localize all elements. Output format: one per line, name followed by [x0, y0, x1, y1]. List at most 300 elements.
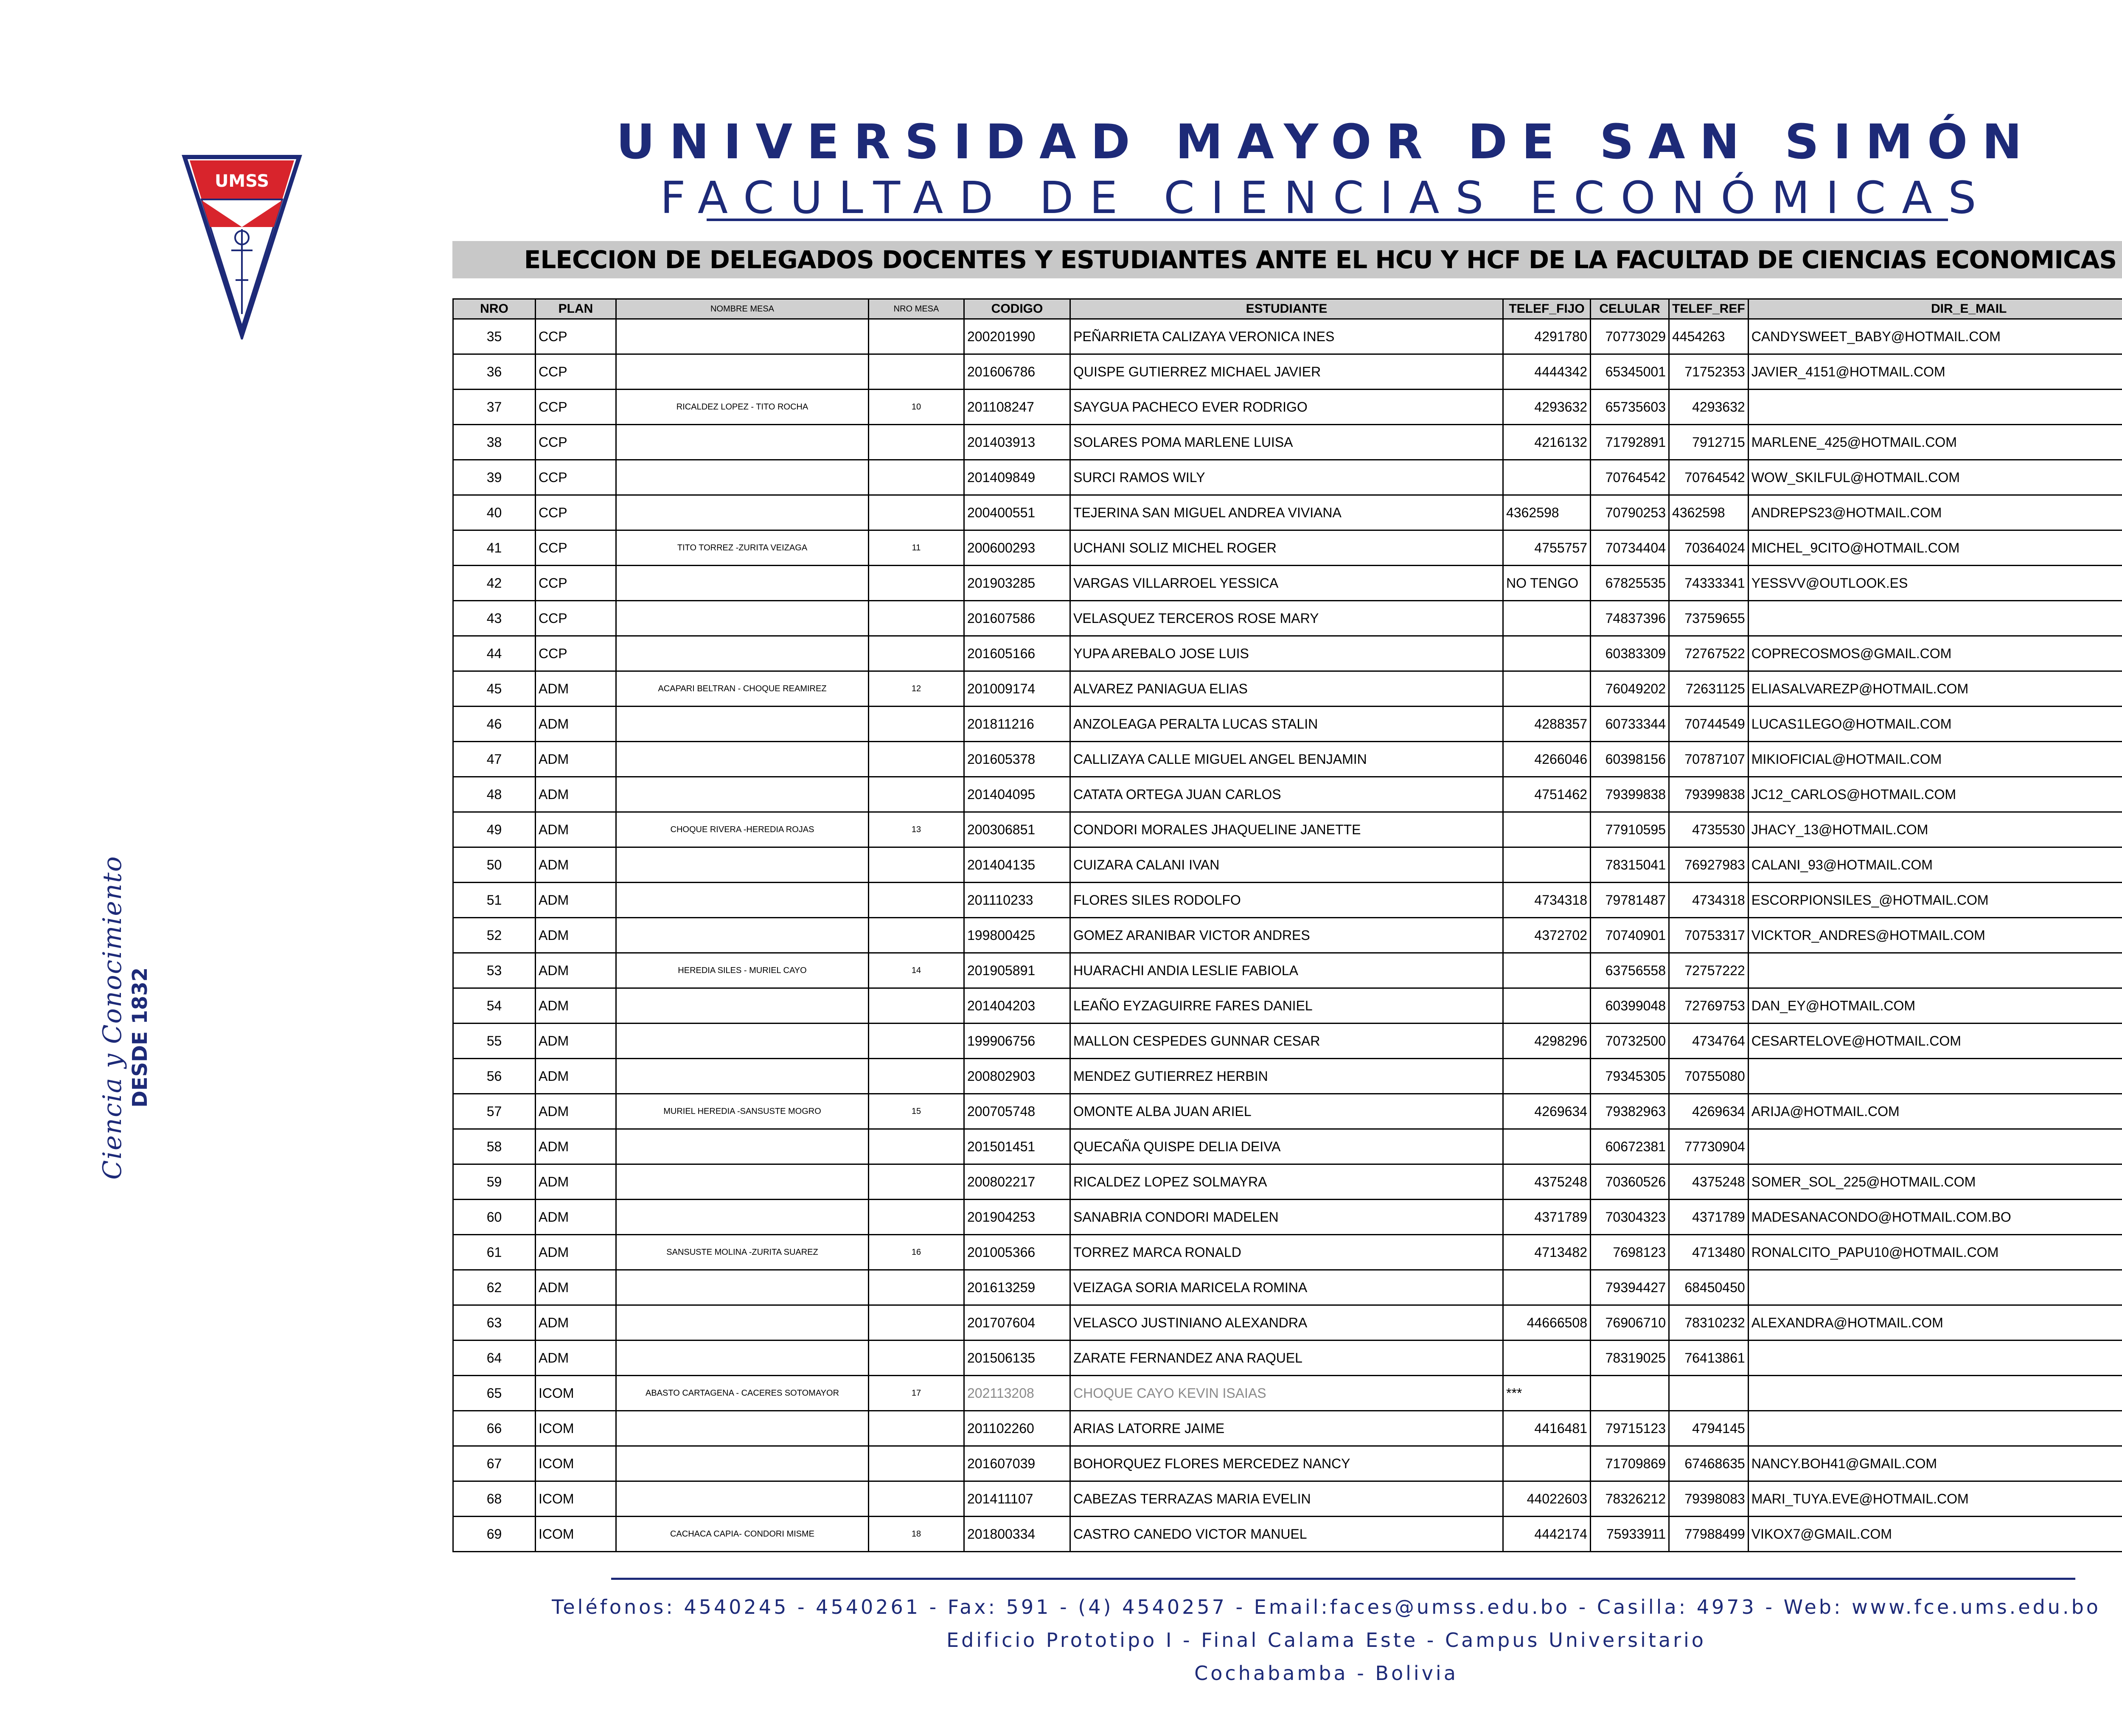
cell-telef-fijo [1503, 1341, 1591, 1376]
cell-email: ELIASALVAREZP@HOTMAIL.COM [1748, 671, 2122, 707]
cell-nro-mesa [869, 707, 964, 742]
cell-email: VICKTOR_ANDRES@HOTMAIL.COM [1748, 918, 2122, 953]
cell-nro-mesa: 11 [869, 530, 964, 566]
cell-nombre-mesa [616, 1270, 869, 1305]
cell-telef-ref [1669, 1376, 1749, 1411]
cell-nro: 68 [453, 1481, 536, 1517]
cell-nro-mesa [869, 1059, 964, 1094]
cell-plan: ADM [536, 812, 616, 847]
cell-telef-ref: 73759655 [1669, 601, 1749, 636]
table-row [453, 1305, 2122, 1341]
cell-nombre-mesa: RICALDEZ LOPEZ - TITO ROCHA [616, 390, 869, 425]
cell-nombre-mesa [616, 707, 869, 742]
table-row [453, 1129, 2122, 1164]
cell-email [1748, 390, 2122, 425]
cell-plan: ADM [536, 1164, 616, 1200]
cell-nro: 42 [453, 566, 536, 601]
col-header-codigo: CODIGO [964, 299, 1070, 319]
cell-nro-mesa [869, 319, 964, 354]
col-header-celular: CELULAR [1591, 299, 1669, 319]
cell-nro: 46 [453, 707, 536, 742]
footer-city: Cochabamba - Bolivia [1194, 1662, 1458, 1685]
cell-email: VIKOX7@GMAIL.COM [1748, 1517, 2122, 1552]
side-motto [98, 798, 182, 1180]
table-row [453, 636, 2122, 671]
cell-nro-mesa [869, 460, 964, 495]
table-row [453, 1235, 2122, 1270]
cell-nombre-mesa [616, 1059, 869, 1094]
cell-celular: 60672381 [1591, 1129, 1669, 1164]
cell-nro-mesa [869, 1341, 964, 1376]
cell-plan: ADM [536, 847, 616, 883]
cell-nro: 59 [453, 1164, 536, 1200]
cell-nombre-mesa [616, 425, 869, 460]
cell-nombre-mesa: ABASTO CARTAGENA - CACERES SOTOMAYOR [616, 1376, 869, 1411]
cell-email: ARIJA@HOTMAIL.COM [1748, 1094, 2122, 1129]
table-row [453, 988, 2122, 1024]
cell-codigo: 201800334 [964, 1517, 1070, 1552]
cell-celular: 70764542 [1591, 460, 1669, 495]
cell-telef-ref: 77730904 [1669, 1129, 1749, 1164]
cell-email: COPRECOSMOS@GMAIL.COM [1748, 636, 2122, 671]
cell-telef-ref: 4269634 [1669, 1094, 1749, 1129]
cell-telef-ref: 4454263 [1669, 319, 1749, 354]
cell-nro-mesa [869, 742, 964, 777]
col-header-nombre-mesa: NOMBRE MESA [616, 299, 869, 319]
cell-telef-fijo [1503, 636, 1591, 671]
cell-nombre-mesa [616, 883, 869, 918]
cell-nro: 35 [453, 319, 536, 354]
cell-telef-fijo: 4416481 [1503, 1411, 1591, 1446]
cell-plan: CCP [536, 354, 616, 390]
cell-nro: 67 [453, 1446, 536, 1481]
cell-estudiante: YUPA AREBALO JOSE LUIS [1070, 636, 1503, 671]
cell-nombre-mesa [616, 1411, 869, 1446]
cell-telef-ref: 79398083 [1669, 1481, 1749, 1517]
table-row [453, 777, 2122, 812]
cell-codigo: 199800425 [964, 918, 1070, 953]
cell-email: ESCORPIONSILES_@HOTMAIL.COM [1748, 883, 2122, 918]
cell-nro: 45 [453, 671, 536, 707]
cell-nro: 56 [453, 1059, 536, 1094]
cell-celular: 74837396 [1591, 601, 1669, 636]
table-row [453, 1094, 2122, 1129]
cell-email: MADESANACONDO@HOTMAIL.COM.BO [1748, 1200, 2122, 1235]
cell-telef-fijo [1503, 601, 1591, 636]
cell-codigo: 202113208 [964, 1376, 1070, 1411]
cell-telef-ref: 4293632 [1669, 390, 1749, 425]
cell-email: ANDREPS23@HOTMAIL.COM [1748, 495, 2122, 530]
cell-email: LUCAS1LEGO@HOTMAIL.COM [1748, 707, 2122, 742]
cell-email: JAVIER_4151@HOTMAIL.COM [1748, 354, 2122, 390]
col-header-telef-ref: TELEF_REF [1669, 299, 1749, 319]
cell-email: JHACY_13@HOTMAIL.COM [1748, 812, 2122, 847]
cell-estudiante: ARIAS LATORRE JAIME [1070, 1411, 1503, 1446]
cell-celular: 70360526 [1591, 1164, 1669, 1200]
motto-text: Ciencia y Conocimiento [98, 855, 127, 1180]
cell-nro-mesa [869, 988, 964, 1024]
cell-email: CALANI_93@HOTMAIL.COM [1748, 847, 2122, 883]
cell-nro-mesa [869, 354, 964, 390]
footer-divider [611, 1578, 2075, 1580]
cell-telef-ref: 76927983 [1669, 847, 1749, 883]
cell-estudiante: FLORES SILES RODOLFO [1070, 883, 1503, 918]
cell-nro-mesa [869, 1411, 964, 1446]
cell-email: MARI_TUYA.EVE@HOTMAIL.COM [1748, 1481, 2122, 1517]
cell-estudiante: SANABRIA CONDORI MADELEN [1070, 1200, 1503, 1235]
cell-telef-ref: 71752353 [1669, 354, 1749, 390]
table-row [453, 319, 2122, 354]
cell-plan: CCP [536, 319, 616, 354]
cell-codigo: 200705748 [964, 1094, 1070, 1129]
cell-nro: 40 [453, 495, 536, 530]
cell-celular: 67825535 [1591, 566, 1669, 601]
cell-email [1748, 1341, 2122, 1376]
cell-celular: 76049202 [1591, 671, 1669, 707]
cell-celular: 71792891 [1591, 425, 1669, 460]
cell-email: JC12_CARLOS@HOTMAIL.COM [1748, 777, 2122, 812]
cell-celular: 7698123 [1591, 1235, 1669, 1270]
cell-estudiante: ZARATE FERNANDEZ ANA RAQUEL [1070, 1341, 1503, 1376]
cell-nro: 63 [453, 1305, 536, 1341]
cell-estudiante: LEAÑO EYZAGUIRRE FARES DANIEL [1070, 988, 1503, 1024]
cell-celular: 79399838 [1591, 777, 1669, 812]
cell-plan: ICOM [536, 1376, 616, 1411]
cell-nro-mesa [869, 425, 964, 460]
delegates-table [452, 298, 2122, 1552]
cell-telef-ref: 70744549 [1669, 707, 1749, 742]
cell-celular: 71709869 [1591, 1446, 1669, 1481]
cell-codigo: 201409849 [964, 460, 1070, 495]
table-row [453, 1341, 2122, 1376]
cell-nro: 53 [453, 953, 536, 988]
header-divider [707, 219, 1948, 221]
table-row [453, 707, 2122, 742]
cell-codigo: 201108247 [964, 390, 1070, 425]
cell-nombre-mesa [616, 566, 869, 601]
cell-estudiante: ANZOLEAGA PERALTA LUCAS STALIN [1070, 707, 1503, 742]
cell-nro: 66 [453, 1411, 536, 1446]
col-header-nro-mesa: NRO MESA [869, 299, 964, 319]
university-title: UNIVERSIDAD MAYOR DE SAN SIMÓN [616, 115, 2036, 170]
cell-plan: ADM [536, 1059, 616, 1094]
cell-telef-ref: 72769753 [1669, 988, 1749, 1024]
cell-codigo: 200802903 [964, 1059, 1070, 1094]
table-row [453, 1411, 2122, 1446]
table-row [453, 354, 2122, 390]
cell-email: CANDYSWEET_BABY@HOTMAIL.COM [1748, 319, 2122, 354]
table-row [453, 390, 2122, 425]
cell-nro: 55 [453, 1024, 536, 1059]
cell-telef-ref: 70364024 [1669, 530, 1749, 566]
cell-estudiante: MENDEZ GUTIERREZ HERBIN [1070, 1059, 1503, 1094]
cell-estudiante: SURCI RAMOS WILY [1070, 460, 1503, 495]
cell-nombre-mesa [616, 319, 869, 354]
col-header-email: DIR_E_MAIL [1748, 299, 2122, 319]
cell-telef-fijo [1503, 1129, 1591, 1164]
cell-nro-mesa [869, 636, 964, 671]
cell-email [1748, 1129, 2122, 1164]
cell-codigo: 201404095 [964, 777, 1070, 812]
cell-nro: 44 [453, 636, 536, 671]
cell-nro: 47 [453, 742, 536, 777]
cell-codigo: 200201990 [964, 319, 1070, 354]
cell-plan: ADM [536, 671, 616, 707]
cell-plan: CCP [536, 566, 616, 601]
cell-plan: CCP [536, 495, 616, 530]
cell-nombre-mesa: ACAPARI BELTRAN - CHOQUE REAMIREZ [616, 671, 869, 707]
cell-nro: 37 [453, 390, 536, 425]
col-header-plan: PLAN [536, 299, 616, 319]
cell-nro-mesa: 10 [869, 390, 964, 425]
cell-telef-ref: 4794145 [1669, 1411, 1749, 1446]
since-text: DESDE 1832 [128, 967, 152, 1108]
table-row [453, 425, 2122, 460]
cell-email: ALEXANDRA@HOTMAIL.COM [1748, 1305, 2122, 1341]
cell-telef-ref: 72757222 [1669, 953, 1749, 988]
table-row [453, 1446, 2122, 1481]
cell-celular: 63756558 [1591, 953, 1669, 988]
document-banner: ELECCION DE DELEGADOS DOCENTES Y ESTUDIANTES ANTE EL HCU Y HCF DE LA FACULTAD DE CIENCIAS ECONOMICAS [452, 241, 2122, 278]
cell-nro-mesa: 14 [869, 953, 964, 988]
cell-nro-mesa [869, 1270, 964, 1305]
cell-nro: 69 [453, 1517, 536, 1552]
cell-codigo: 201707604 [964, 1305, 1070, 1341]
cell-telef-fijo: *** [1503, 1376, 1591, 1411]
cell-nro: 41 [453, 530, 536, 566]
cell-telef-ref: 4735530 [1669, 812, 1749, 847]
cell-nro: 62 [453, 1270, 536, 1305]
cell-email [1748, 601, 2122, 636]
cell-codigo: 201606786 [964, 354, 1070, 390]
table-row [453, 460, 2122, 495]
cell-estudiante: VARGAS VILLARROEL YESSICA [1070, 566, 1503, 601]
cell-estudiante: TEJERINA SAN MIGUEL ANDREA VIVIANA [1070, 495, 1503, 530]
cell-telef-ref: 68450450 [1669, 1270, 1749, 1305]
cell-email: SOMER_SOL_225@HOTMAIL.COM [1748, 1164, 2122, 1200]
cell-plan: ADM [536, 1094, 616, 1129]
table-row [453, 1059, 2122, 1094]
table-row [453, 1481, 2122, 1517]
cell-plan: ADM [536, 1235, 616, 1270]
cell-email: RONALCITO_PAPU10@HOTMAIL.COM [1748, 1235, 2122, 1270]
cell-celular: 60383309 [1591, 636, 1669, 671]
cell-estudiante: ALVAREZ PANIAGUA ELIAS [1070, 671, 1503, 707]
cell-celular: 78315041 [1591, 847, 1669, 883]
cell-nro-mesa: 12 [869, 671, 964, 707]
cell-telef-fijo [1503, 460, 1591, 495]
cell-celular: 78319025 [1591, 1341, 1669, 1376]
cell-codigo: 201009174 [964, 671, 1070, 707]
cell-nro-mesa [869, 1446, 964, 1481]
cell-celular: 60398156 [1591, 742, 1669, 777]
cell-codigo: 201613259 [964, 1270, 1070, 1305]
cell-celular: 60733344 [1591, 707, 1669, 742]
table-row [453, 1270, 2122, 1305]
table-row [453, 1376, 2122, 1411]
cell-nro: 61 [453, 1235, 536, 1270]
cell-telef-ref: 78310232 [1669, 1305, 1749, 1341]
cell-telef-fijo: 4734318 [1503, 883, 1591, 918]
cell-nombre-mesa: SANSUSTE MOLINA -ZURITA SUAREZ [616, 1235, 869, 1270]
cell-codigo: 201404135 [964, 847, 1070, 883]
cell-telef-ref: 72631125 [1669, 671, 1749, 707]
cell-telef-ref: 4734318 [1669, 883, 1749, 918]
cell-nombre-mesa [616, 601, 869, 636]
cell-celular: 65345001 [1591, 354, 1669, 390]
cell-email: MARLENE_425@HOTMAIL.COM [1748, 425, 2122, 460]
cell-plan: CCP [536, 460, 616, 495]
cell-codigo: 200600293 [964, 530, 1070, 566]
table-row [453, 495, 2122, 530]
cell-plan: CCP [536, 530, 616, 566]
cell-nombre-mesa: CHOQUE RIVERA -HEREDIA ROJAS [616, 812, 869, 847]
cell-estudiante: CALLIZAYA CALLE MIGUEL ANGEL BENJAMIN [1070, 742, 1503, 777]
cell-nombre-mesa [616, 460, 869, 495]
cell-nro: 58 [453, 1129, 536, 1164]
cell-codigo: 201501451 [964, 1129, 1070, 1164]
cell-nro-mesa [869, 1129, 964, 1164]
footer-address: Edificio Prototipo I - Final Calama Este - Campus Universitario [946, 1629, 1706, 1652]
cell-nro: 60 [453, 1200, 536, 1235]
cell-codigo: 201404203 [964, 988, 1070, 1024]
cell-plan: CCP [536, 390, 616, 425]
cell-nombre-mesa [616, 1446, 869, 1481]
cell-telef-ref: 7912715 [1669, 425, 1749, 460]
footer-contact: Teléfonos: 4540245 - 4540261 - Fax: 591 - (4) 4540257 - Email:faces@umss.edu.bo - Casilla: 4973 - Web: www.fce.ums.edu.bo [552, 1596, 2101, 1618]
cell-celular: 79715123 [1591, 1411, 1669, 1446]
cell-telef-fijo: 44022603 [1503, 1481, 1591, 1517]
table-row [453, 601, 2122, 636]
cell-nombre-mesa [616, 1305, 869, 1341]
cell-email [1748, 1059, 2122, 1094]
cell-celular: 75933911 [1591, 1517, 1669, 1552]
cell-celular: 70740901 [1591, 918, 1669, 953]
cell-telef-fijo: 4288357 [1503, 707, 1591, 742]
cell-nombre-mesa: CACHACA CAPIA- CONDORI MISME [616, 1517, 869, 1552]
cell-plan: ICOM [536, 1411, 616, 1446]
cell-estudiante: QUECAÑA QUISPE DELIA DEIVA [1070, 1129, 1503, 1164]
cell-estudiante: VEIZAGA SORIA MARICELA ROMINA [1070, 1270, 1503, 1305]
cell-nro-mesa: 17 [869, 1376, 964, 1411]
cell-nombre-mesa [616, 1129, 869, 1164]
cell-email: CESARTELOVE@HOTMAIL.COM [1748, 1024, 2122, 1059]
cell-estudiante: VELASCO JUSTINIANO ALEXANDRA [1070, 1305, 1503, 1341]
table-row [453, 1164, 2122, 1200]
cell-telef-ref: 79399838 [1669, 777, 1749, 812]
cell-telef-fijo [1503, 1446, 1591, 1481]
cell-nro: 64 [453, 1341, 536, 1376]
table-row [453, 742, 2122, 777]
cell-codigo: 201607586 [964, 601, 1070, 636]
cell-plan: ADM [536, 1270, 616, 1305]
cell-nro-mesa [869, 601, 964, 636]
cell-telef-fijo [1503, 988, 1591, 1024]
cell-plan: ADM [536, 883, 616, 918]
table-row [453, 883, 2122, 918]
table-header-row [453, 299, 2122, 319]
cell-codigo: 200802217 [964, 1164, 1070, 1200]
cell-codigo: 201102260 [964, 1411, 1070, 1446]
cell-email [1748, 1411, 2122, 1446]
table-row [453, 1024, 2122, 1059]
cell-estudiante: SOLARES POMA MARLENE LUISA [1070, 425, 1503, 460]
cell-telef-fijo: 44666508 [1503, 1305, 1591, 1341]
cell-nro-mesa [869, 566, 964, 601]
cell-telef-fijo: 4293632 [1503, 390, 1591, 425]
cell-nro-mesa [869, 777, 964, 812]
cell-codigo: 201506135 [964, 1341, 1070, 1376]
cell-codigo: 201905891 [964, 953, 1070, 988]
cell-estudiante: QUISPE GUTIERREZ MICHAEL JAVIER [1070, 354, 1503, 390]
cell-nro: 54 [453, 988, 536, 1024]
cell-telef-fijo: 4713482 [1503, 1235, 1591, 1270]
cell-telef-fijo: 4375248 [1503, 1164, 1591, 1200]
cell-telef-ref: 76413861 [1669, 1341, 1749, 1376]
cell-codigo: 200306851 [964, 812, 1070, 847]
cell-celular: 70773029 [1591, 319, 1669, 354]
cell-nro-mesa [869, 883, 964, 918]
cell-estudiante: HUARACHI ANDIA LESLIE FABIOLA [1070, 953, 1503, 988]
cell-telef-fijo: 4372702 [1503, 918, 1591, 953]
cell-nro-mesa: 15 [869, 1094, 964, 1129]
cell-nro: 51 [453, 883, 536, 918]
cell-telef-fijo: 4216132 [1503, 425, 1591, 460]
table-row [453, 953, 2122, 988]
cell-telef-fijo: NO TENGO [1503, 566, 1591, 601]
cell-telef-ref: 70787107 [1669, 742, 1749, 777]
cell-nro-mesa: 18 [869, 1517, 964, 1552]
table-row [453, 812, 2122, 847]
cell-estudiante: BOHORQUEZ FLORES MERCEDEZ NANCY [1070, 1446, 1503, 1481]
cell-estudiante: UCHANI SOLIZ MICHEL ROGER [1070, 530, 1503, 566]
cell-plan: CCP [536, 425, 616, 460]
cell-telef-fijo [1503, 847, 1591, 883]
cell-plan: CCP [536, 636, 616, 671]
cell-codigo: 201811216 [964, 707, 1070, 742]
cell-codigo: 201605166 [964, 636, 1070, 671]
cell-telef-fijo [1503, 953, 1591, 988]
cell-nombre-mesa: HEREDIA SILES - MURIEL CAYO [616, 953, 869, 988]
cell-nombre-mesa [616, 1164, 869, 1200]
cell-nombre-mesa [616, 918, 869, 953]
cell-nro-mesa [869, 1481, 964, 1517]
cell-estudiante: VELASQUEZ TERCEROS ROSE MARY [1070, 601, 1503, 636]
table-row [453, 530, 2122, 566]
cell-plan: ADM [536, 1200, 616, 1235]
cell-codigo: 201005366 [964, 1235, 1070, 1270]
cell-email: MIKIOFICIAL@HOTMAIL.COM [1748, 742, 2122, 777]
cell-nro-mesa [869, 1024, 964, 1059]
table-row [453, 847, 2122, 883]
cell-email [1748, 953, 2122, 988]
cell-nro: 48 [453, 777, 536, 812]
cell-email: YESSVV@OUTLOOK.ES [1748, 566, 2122, 601]
cell-telef-ref: 72767522 [1669, 636, 1749, 671]
cell-nombre-mesa [616, 1200, 869, 1235]
table-row [453, 1200, 2122, 1235]
cell-telef-fijo: 4291780 [1503, 319, 1591, 354]
cell-email [1748, 1270, 2122, 1305]
cell-nombre-mesa: TITO TORREZ -ZURITA VEIZAGA [616, 530, 869, 566]
cell-codigo: 201903285 [964, 566, 1070, 601]
cell-celular: 70732500 [1591, 1024, 1669, 1059]
cell-telef-fijo [1503, 1059, 1591, 1094]
cell-telef-fijo: 4362598 [1503, 495, 1591, 530]
cell-plan: ADM [536, 1305, 616, 1341]
cell-nro-mesa: 16 [869, 1235, 964, 1270]
cell-plan: ADM [536, 1024, 616, 1059]
